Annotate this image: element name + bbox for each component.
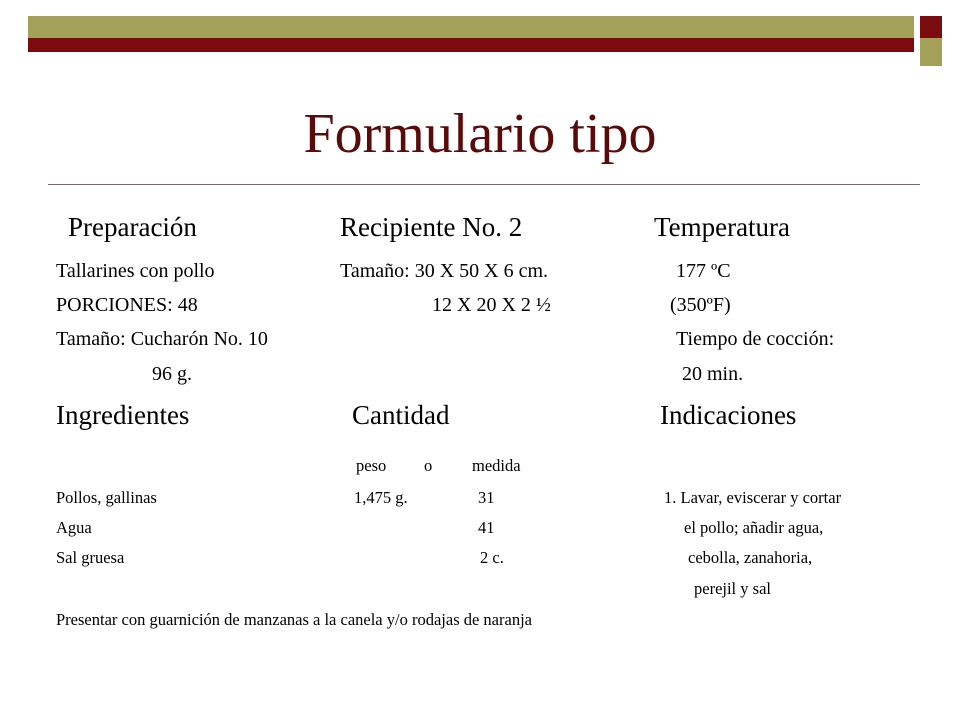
subheader-medida: medida [472, 456, 521, 475]
prep-dish: Tallarines con pollo [56, 260, 215, 282]
ingredient-measure: 2 c. [480, 548, 504, 567]
cook-time-label: Tiempo de cocción: [676, 328, 835, 350]
subheader-o: o [424, 456, 433, 475]
temp-celsius: 177 ºC [676, 260, 731, 282]
ingredient-measure: 31 [478, 488, 495, 507]
ingredient-name: Sal gruesa [56, 548, 125, 567]
cook-time-value: 20 min. [682, 363, 744, 385]
ingredient-measure: 41 [478, 518, 495, 537]
slide-title: Formulario tipo [303, 103, 657, 165]
instruction-line: 1. Lavar, eviscerar y cortar [664, 488, 842, 507]
subheader-peso: peso [356, 456, 387, 475]
heading-preparacion: Preparación [68, 212, 197, 242]
instruction-line: perejil y sal [694, 579, 771, 598]
header-band-olive [28, 16, 914, 38]
garnish-note: Presentar con guarnición de manzanas a la canela y/o rodajas de naranja [56, 610, 532, 629]
temp-fahrenheit: (350ºF) [670, 294, 731, 316]
prep-serving-size: Tamaño: Cucharón No. 10 [56, 328, 268, 350]
ingredient-name: Pollos, gallinas [56, 488, 157, 507]
prep-weight: 96 g. [152, 363, 192, 385]
container-size-alt: 12 X 20 X 2 ½ [432, 294, 551, 316]
heading-cantidad: Cantidad [352, 400, 450, 430]
title-divider [48, 184, 920, 185]
heading-temperatura: Temperatura [654, 212, 791, 242]
instruction-line: cebolla, zanahoria, [688, 548, 813, 567]
corner-square-olive [920, 38, 942, 66]
heading-ingredientes: Ingredientes [56, 400, 190, 430]
heading-recipiente: Recipiente No. 2 [340, 212, 523, 242]
ingredient-name: Agua [56, 518, 92, 537]
container-size: Tamaño: 30 X 50 X 6 cm. [340, 260, 549, 282]
header-band-red [28, 38, 914, 52]
corner-square-red [920, 16, 942, 38]
prep-portions: PORCIONES: 48 [56, 294, 198, 316]
heading-indicaciones: Indicaciones [660, 400, 797, 430]
instruction-line: el pollo; añadir agua, [684, 518, 824, 537]
ingredient-weight: 1,475 g. [354, 488, 408, 507]
